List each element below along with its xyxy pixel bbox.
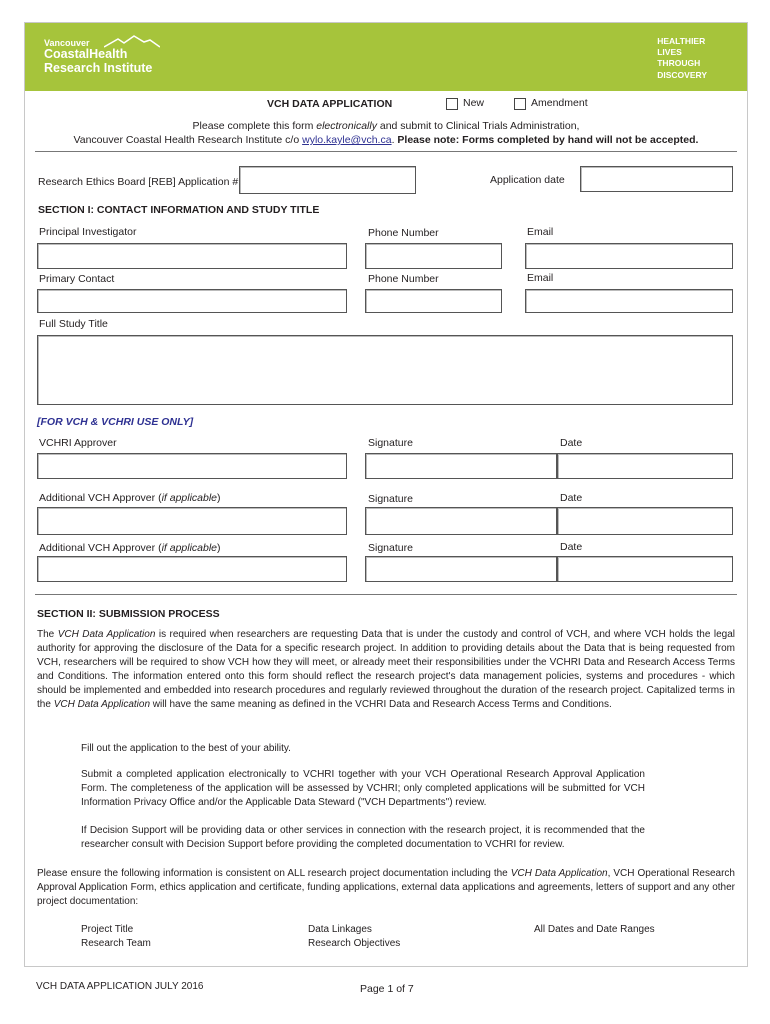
consistency-paragraph [37,867,735,909]
app-date-field[interactable] [580,166,733,192]
new-label: New [463,97,485,109]
tagline [657,36,707,81]
list-item: All Dates and Date Ranges [534,924,655,935]
date-field[interactable] [557,507,733,535]
pi-label: Principal Investigator [39,226,137,238]
intro-text: Please complete this form [192,120,317,132]
intro-emphasis: electronically [316,120,377,132]
para-text: is required when researchers are requesting Data that is under the custody and control of VCH, and where VCH holds the legal authority for approving the disclosure of the Data for a specific research project. In addition to providing details about the Data that is being requested from VCH, researchers will be required to show VCH how they will meet, or already meet their responsibilities under the VCHRI Data and Research Access Terms and Conditions. The information entered onto this form should reflect the research project's data management policies, systems and procedures - which should be implemented and embedded into research procedures and regularly reviewed throughout the duration of the research project. Capitalized terms in the [37,629,735,710]
footer-title: VCH DATA APPLICATION JULY 2016 [36,981,204,992]
divider [35,151,737,152]
pc-phone-label: Phone Number [368,273,439,285]
section-2-title: SECTION II: SUBMISSION PROCESS [37,608,220,620]
para-emphasis: VCH Data Application [510,868,608,879]
tagline-line: DISCOVERY [657,69,707,80]
approver-text: ) [217,492,221,504]
approver-label [39,492,221,504]
step-2: Submit a completed application electronically to VCHRI together with your VCH Operational Research Approval Application Form. The completeness of the application will be assessed by VCHRI; only completed applications will be submitted for VCH Information Privacy Office and/or the Applicable Data Steward ("VCH Departments") review. [81,769,645,808]
approver-text: ) [217,542,221,554]
intro-text: Vancouver Coastal Health Research Institute c/o [73,134,303,146]
logo-line-2: CoastalHealth [44,47,128,62]
reb-number-field[interactable] [239,166,416,194]
pi-name-field[interactable] [37,243,347,269]
signature-field[interactable] [365,453,557,479]
pc-email-label: Email [527,272,554,284]
date-label: Date [560,541,583,553]
signature-field[interactable] [365,556,557,582]
signature-field[interactable] [365,507,557,535]
list-item: Project Title [81,924,134,935]
pc-name-field[interactable] [37,289,347,313]
pc-phone-field[interactable] [365,289,502,313]
list-col-2 [308,923,400,951]
intro-line-2 [25,134,747,146]
approver-field[interactable] [37,556,347,582]
list-col-1 [81,923,151,951]
tagline-line: LIVES [657,47,682,58]
date-label: Date [560,437,583,449]
tagline-line: HEALTHIER [657,36,706,46]
intro-text: . [391,134,398,146]
reb-label: Research Ethics Board [REB] Application # [38,176,239,188]
approver-emphasis: if applicable [161,542,218,554]
amendment-checkbox[interactable] [514,98,526,110]
divider [35,594,737,595]
logo-line-3: Research Institute [44,60,153,75]
hand-note: Please note: Forms completed by hand will not be accepted. [397,134,699,146]
mountain-icon [104,35,160,49]
approver-field[interactable] [37,507,347,535]
pi-phone-field[interactable] [365,243,502,269]
list-item: Data Linkages [308,924,372,935]
signature-label: Signature [368,493,413,505]
intro-text: and submit to Clinical Trials Administration, [376,120,580,132]
form-page [24,22,748,967]
pc-email-field[interactable] [525,289,733,313]
approver-field[interactable] [37,453,347,479]
signature-label: Signature [368,542,413,554]
list-item: Research Team [81,938,151,949]
approver-text: Additional VCH Approver ( [39,492,162,504]
list-item: Research Objectives [308,938,401,949]
approver-label [39,542,221,554]
step-1: Fill out the application to the best of your ability. [81,743,291,754]
submission-paragraph [37,628,735,712]
para-text: Please ensure the following information is consistent on ALL research project documentation including the [37,868,511,879]
section-1-title: SECTION I: CONTACT INFORMATION AND STUDY TITLE [38,204,320,216]
para-text: , VCH Operational Research Approval Application Form, ethics application and certificate, funding applications, external data applications and agreements, letters of support and any other project documentation: [37,868,735,907]
amendment-label: Amendment [531,97,588,109]
date-field[interactable] [557,453,733,479]
approver-emphasis: if applicable [161,492,218,504]
app-date-label: Application date [490,174,565,186]
date-label: Date [560,492,583,504]
logo-line-1: Vancouver [44,38,90,48]
date-field[interactable] [557,556,733,582]
study-title-field[interactable] [37,335,733,405]
pi-email-label: Email [527,226,554,238]
use-only-label: [FOR VCH & VCHRI USE ONLY] [37,416,194,428]
pi-phone-label: Phone Number [368,227,439,239]
para-emphasis: VCH Data Application [53,699,151,710]
pc-label: Primary Contact [39,273,115,285]
study-title-label: Full Study Title [39,318,108,330]
para-text: The [37,629,58,640]
tagline-line: THROUGH [657,58,701,69]
para-emphasis: VCH Data Application [57,629,156,640]
page-number: Page 1 of 7 [360,983,414,995]
header-banner [25,23,747,91]
intro-line-1 [25,120,747,132]
pi-email-field[interactable] [525,243,733,269]
approver-label: VCHRI Approver [39,437,117,449]
para-text: will have the same meaning as defined in the VCHRI Data and Research Access Terms and Conditions. [150,699,612,710]
email-link[interactable]: wylo.kayle@vch.ca [302,134,392,146]
form-title: VCH DATA APPLICATION [267,98,393,110]
vchri-logo [44,39,152,75]
new-checkbox[interactable] [446,98,458,110]
list-col-3 [534,923,655,937]
signature-label: Signature [368,437,413,449]
approver-text: Additional VCH Approver ( [39,542,162,554]
step-3: If Decision Support will be providing data or other services in connection with the research project, it is recommended that the researcher consult with Decision Support before providing the completed documentation to VCHRI for review. [81,825,645,850]
